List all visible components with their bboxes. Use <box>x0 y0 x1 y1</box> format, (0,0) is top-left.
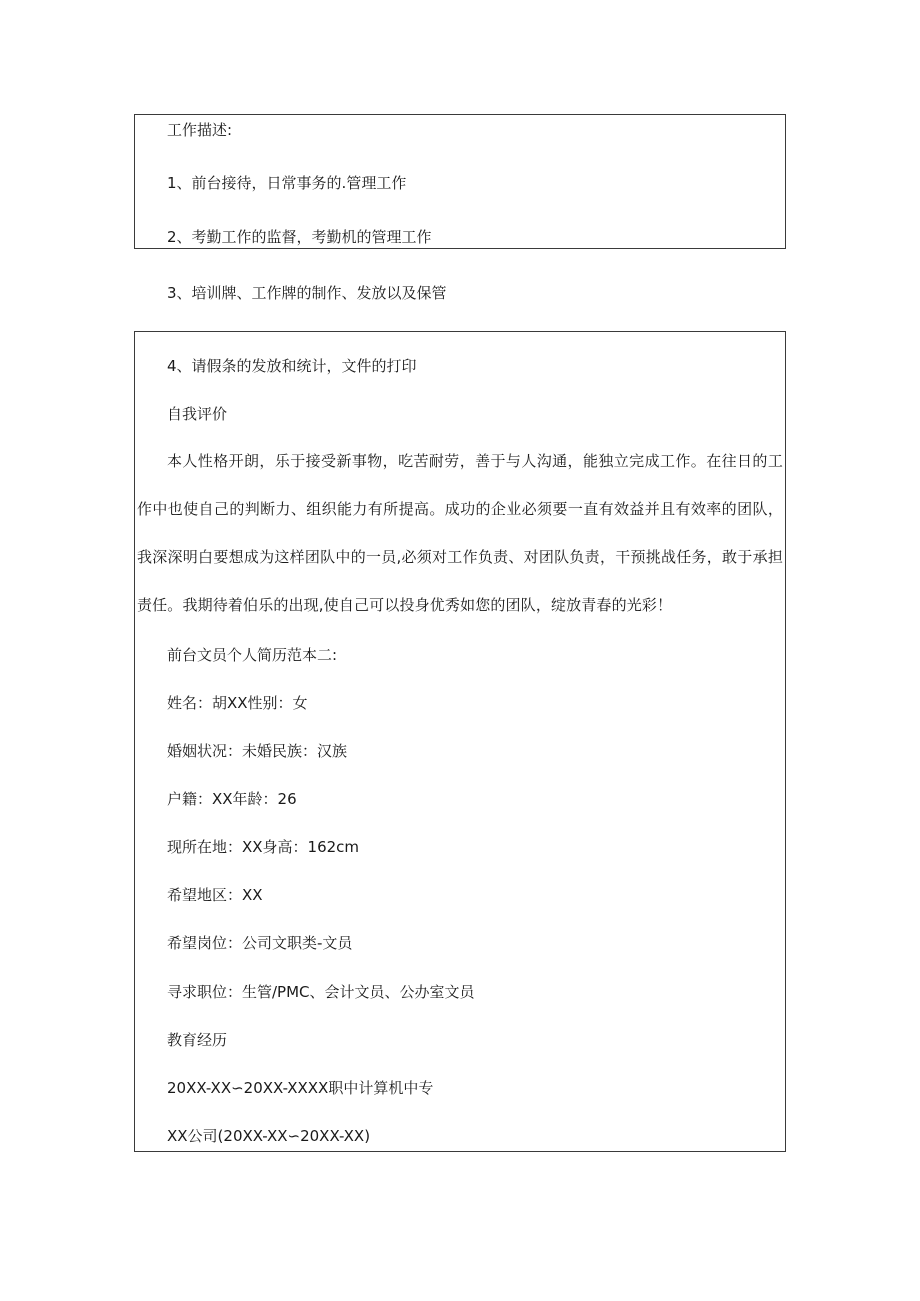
work-description-heading: 工作描述: <box>167 121 233 139</box>
self-evaluation-paragraph: 本人性格开朗，乐于接受新事物，吃苦耐劳，善于与人沟通，能独立完成工作。在往日的工作中也使自己的判断力、组织能力有所提高。成功的企业必须要一直有效益并且有效率的团队，我深深明白要想成为这样团队中的一员,必须对工作负责、对团队负责，干预挑战任务，敢于承担责任。我期待着伯乐的出现,使自己可以投身优秀如您的团队，绽放青春的光彩！ <box>137 452 783 614</box>
work-item-3: 3、培训牌、工作牌的制作、发放以及保管 <box>167 284 447 302</box>
field-hometown-age: 户籍：XX年龄：26 <box>167 790 297 808</box>
work-item-1: 1、前台接待，日常事务的.管理工作 <box>167 174 407 192</box>
education-heading: 教育经历 <box>167 1031 228 1049</box>
field-desired-position: 希望岗位：公司文职类-文员 <box>167 934 353 952</box>
resume-two-title: 前台文员个人简历范本二: <box>167 646 338 664</box>
self-evaluation-heading: 自我评价 <box>167 405 228 423</box>
field-name-gender: 姓名：胡XX性别：女 <box>167 694 308 712</box>
field-job-sought: 寻求职位：生管/PMC、会计文员、公办室文员 <box>167 983 475 1001</box>
education-line-2: XX公司(20XX-XX∽20XX-XX) <box>167 1127 371 1145</box>
work-item-4: 4、请假条的发放和统计，文件的打印 <box>167 357 417 375</box>
education-line-1: 20XX-XX∽20XX-XXXX职中计算机中专 <box>167 1079 434 1097</box>
work-item-2: 2、考勤工作的监督，考勤机的管理工作 <box>167 228 432 246</box>
field-location-height: 现所在地：XX身高：162cm <box>167 838 360 856</box>
field-desired-region: 希望地区：XX <box>167 886 263 904</box>
field-marital-ethnicity: 婚姻状况：未婚民族：汉族 <box>167 742 348 760</box>
